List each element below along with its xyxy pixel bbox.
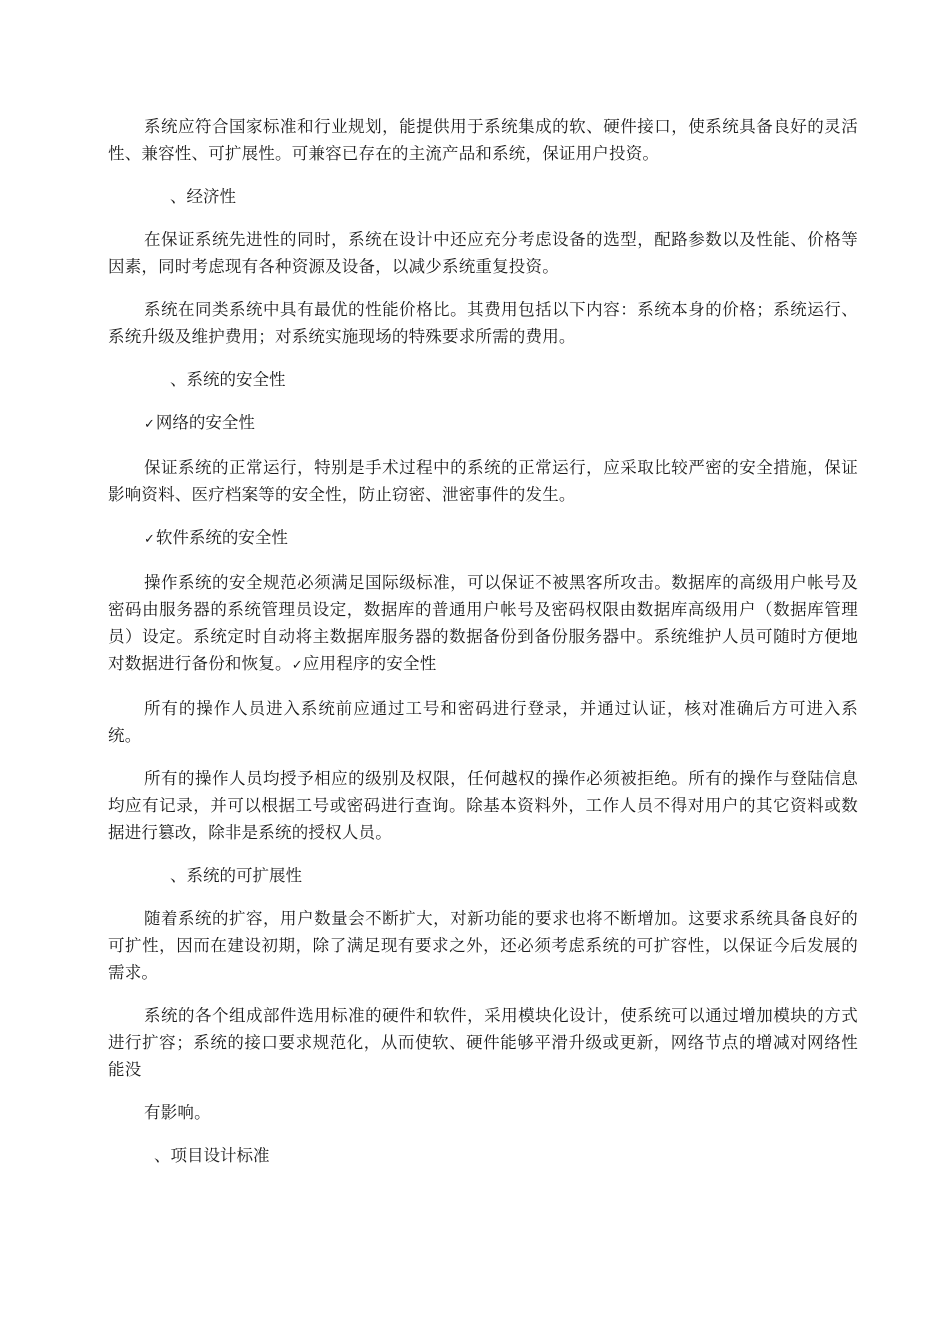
heading-economy: 、经济性 — [170, 187, 236, 206]
heading-scalability: 、系统的可扩展性 — [170, 866, 302, 885]
paragraph-no-impact: 有影响。 — [144, 1103, 211, 1122]
paragraph-cost-performance: 系统在同类系统中具有最优的性能价格比。其费用包括以下内容：系统本身的价格；系统运行、系统升级及维护费用；对系统实施现场的特殊要求所需的费用。 — [108, 300, 858, 346]
paragraph-permissions: 所有的操作人员均授予相应的级别及权限，任何越权的操作必须被拒绝。所有的操作与登陆信息均应有记录，并可以根据工号或密码进行查询。除基本资料外，工作人员不得对用户的其它资料或数据进行篡改，除非是系统的授权人员。 — [108, 769, 858, 842]
paragraph-network-security: 保证系统的正常运行，特别是手术过程中的系统的正常运行，应采取比较严密的安全措施，保证影响资料、医疗档案等的安全性，防止窃密、泄密事件的发生。 — [108, 458, 858, 504]
inline-checklist-label: 应用程序的安全性 — [302, 654, 437, 673]
paragraph-software-security — [108, 569, 858, 679]
paragraph-modular-design: 系统的各个组成部件选用标准的硬件和软件，采用模块化设计，使系统可以通过增加模块的方式进行扩容；系统的接口要求规范化，从而使软、硬件能够平滑升级或更新，网络节点的增减对网络性能没 — [108, 1006, 858, 1079]
paragraph-login: 所有的操作人员进入系统前应通过工号和密码进行登录，并通过认证，核对准确后方可进入系统。 — [108, 699, 858, 745]
paragraph-expansion: 随着系统的扩容，用户数量会不断扩大，对新功能的要求也将不断增加。这要求系统具备良好的可扩性，因而在建设初期，除了满足现有要求之外，还必须考虑系统的可扩容性，以保证今后发展的需求。 — [108, 909, 858, 982]
document-page — [108, 113, 858, 1185]
check-icon: ✓ — [291, 658, 303, 673]
checklist-item-software-security — [108, 524, 858, 553]
paragraph-compatibility: 系统应符合国家标准和行业规划，能提供用于系统集成的软、硬件接口，使系统具备良好的灵活性、兼容性、可扩展性。可兼容已存在的主流产品和系统，保证用户投资。 — [108, 117, 858, 163]
heading-security: 、系统的安全性 — [170, 370, 286, 389]
paragraph-economy-design: 在保证系统先进性的同时，系统在设计中还应充分考虑设备的选型，配路参数以及性能、价格等因素，同时考虑现有各种资源及设备，以减少系统重复投资。 — [108, 230, 858, 276]
paragraph-text: 操作系统的安全规范必须满足国际级标准，可以保证不被黑客所攻击。数据库的高级用户帐号及密码由服务器的系统管理员设定，数据库的普通用户帐号及密码权限由数据库高级用户（数据库管理员）设定。系统定时自动将主数据库服务器的数据备份到备份服务器中。系统维护人员可随时方便地对数据进行备份和恢复。 — [108, 573, 858, 673]
checklist-item-network-security — [108, 409, 858, 438]
heading-design-standards: 、项目设计标准 — [154, 1146, 270, 1165]
checklist-label: 软件系统的安全性 — [155, 528, 288, 547]
check-icon: ✓ — [144, 417, 155, 432]
check-icon: ✓ — [144, 532, 155, 547]
checklist-label: 网络的安全性 — [155, 413, 255, 432]
